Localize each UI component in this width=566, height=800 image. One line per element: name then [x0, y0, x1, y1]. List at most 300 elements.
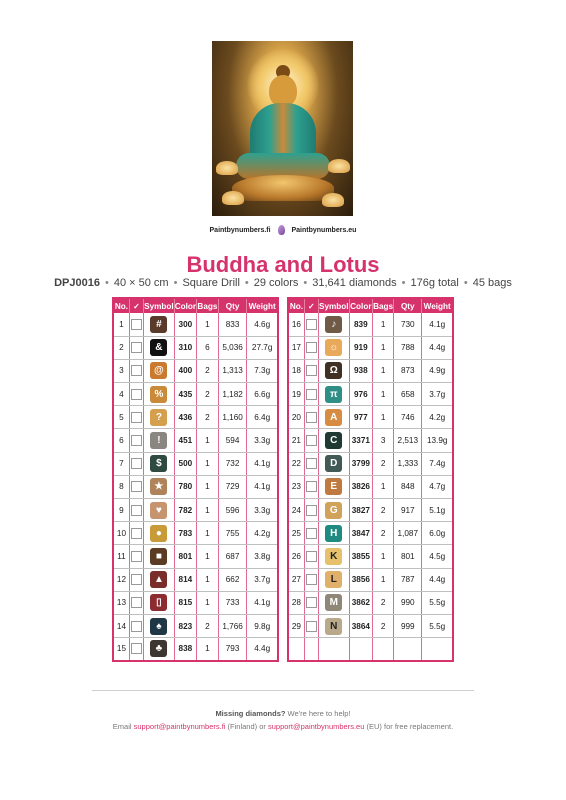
check-cell: [129, 452, 143, 475]
check-cell: [129, 614, 143, 637]
color-code: [349, 638, 373, 661]
color-code: 3862: [349, 591, 373, 614]
row-number: 1: [113, 313, 129, 336]
symbol-cell: [318, 336, 349, 359]
symbol-cell: [318, 499, 349, 522]
symbol-cell: [318, 359, 349, 382]
weight: 4.7g: [422, 475, 453, 498]
bag-count: [373, 638, 394, 661]
color-code: 938: [349, 359, 373, 382]
checkbox[interactable]: [131, 342, 142, 353]
weight: 7.4g: [422, 452, 453, 475]
checkbox[interactable]: [131, 597, 142, 608]
bag-count: 1: [373, 475, 394, 498]
quantity: 793: [218, 638, 247, 661]
check-cell: [304, 452, 318, 475]
bag-count: 2: [373, 499, 394, 522]
checkbox[interactable]: [306, 319, 317, 330]
quantity: 730: [394, 313, 422, 336]
symbol-swatch: H: [325, 525, 342, 542]
total-weight: 176g total: [410, 277, 459, 289]
row-number: 14: [113, 614, 129, 637]
weight: 9.8g: [247, 614, 278, 637]
weight: 3.3g: [247, 499, 278, 522]
weight: 4.1g: [247, 591, 278, 614]
weight: 5.5g: [422, 591, 453, 614]
checkbox[interactable]: [131, 412, 142, 423]
bag-count: 1: [373, 568, 394, 591]
row-number: 5: [113, 406, 129, 429]
quantity: 658: [394, 383, 422, 406]
color-code: 3371: [349, 429, 373, 452]
table-row: [113, 359, 278, 382]
quantity: 1,313: [218, 359, 247, 382]
weight: 4.9g: [422, 359, 453, 382]
weight: 3.7g: [247, 568, 278, 591]
symbol-cell: [318, 383, 349, 406]
page-title: Buddha and Lotus: [186, 252, 380, 277]
check-cell: [304, 359, 318, 382]
quantity: 733: [218, 591, 247, 614]
symbol-swatch: ▯: [150, 594, 167, 611]
color-code: 780: [174, 475, 196, 498]
weight: 4.5g: [422, 545, 453, 568]
quantity: 1,160: [218, 406, 247, 429]
symbol-cell: [144, 545, 175, 568]
check-cell: [129, 475, 143, 498]
quantity: 732: [218, 452, 247, 475]
table-row: [288, 313, 453, 336]
row-number: 13: [113, 591, 129, 614]
weight: 3.8g: [247, 545, 278, 568]
color-code: 839: [349, 313, 373, 336]
brand-row: [0, 225, 566, 235]
quantity: 833: [218, 313, 247, 336]
symbol-swatch: $: [150, 455, 167, 472]
lotus-flower: [322, 193, 344, 207]
weight: 4.4g: [247, 638, 278, 661]
table-row: [288, 591, 453, 614]
symbol-cell: [144, 591, 175, 614]
checkbox[interactable]: [131, 551, 142, 562]
bag-count: 6: [197, 336, 219, 359]
color-code: 3826: [349, 475, 373, 498]
symbol-swatch: N: [325, 618, 342, 635]
footer-help: [0, 709, 566, 718]
quantity: 594: [218, 429, 247, 452]
row-number: 27: [288, 568, 304, 591]
symbol-cell: [318, 406, 349, 429]
checkbox[interactable]: [131, 505, 142, 516]
bag-count: 1: [197, 313, 219, 336]
weight: 4.4g: [422, 568, 453, 591]
weight: 4.6g: [247, 313, 278, 336]
color-code: 823: [174, 614, 196, 637]
symbol-swatch: ★: [150, 478, 167, 495]
checkbox[interactable]: [306, 505, 317, 516]
color-code: 451: [174, 429, 196, 452]
table-row: [113, 568, 278, 591]
color-table-right: [287, 297, 454, 662]
lotus-base: [232, 175, 334, 201]
color-code: 814: [174, 568, 196, 591]
canvas-size: 40 × 50 cm: [113, 277, 169, 289]
symbol-cell: [144, 406, 175, 429]
row-number: 28: [288, 591, 304, 614]
table-row: [288, 638, 453, 661]
brand-eu: Paintbynumbers.eu: [291, 226, 357, 234]
check-cell: [304, 545, 318, 568]
table-row: [288, 406, 453, 429]
symbol-cell: [144, 499, 175, 522]
bag-count: 1: [197, 545, 219, 568]
symbol-swatch: #: [150, 316, 167, 333]
row-number: 29: [288, 614, 304, 637]
column-header: Symbol: [144, 298, 175, 313]
symbol-swatch: A: [325, 409, 342, 426]
bag-count: 45 bags: [472, 277, 512, 289]
column-header: Color: [349, 298, 373, 313]
row-number: 4: [113, 383, 129, 406]
quantity: 1,182: [218, 383, 247, 406]
checkbox[interactable]: [131, 643, 142, 654]
lotus-flower: [216, 161, 238, 175]
symbol-swatch: ?: [150, 409, 167, 426]
table-row: [113, 406, 278, 429]
symbol-cell: [318, 313, 349, 336]
row-number: 3: [113, 359, 129, 382]
bag-count: 1: [197, 499, 219, 522]
checkbox[interactable]: [306, 551, 317, 562]
weight: 3.3g: [247, 429, 278, 452]
quantity: 787: [394, 568, 422, 591]
checkbox[interactable]: [131, 319, 142, 330]
table-row: [113, 591, 278, 614]
check-cell: [129, 638, 143, 661]
symbol-cell: [144, 452, 175, 475]
symbol-cell: [144, 475, 175, 498]
footer-divider: [92, 690, 474, 691]
table-row: [113, 522, 278, 545]
symbol-cell: [318, 522, 349, 545]
row-number: 17: [288, 336, 304, 359]
bag-count: 2: [373, 591, 394, 614]
color-code: 838: [174, 638, 196, 661]
row-number: 16: [288, 313, 304, 336]
symbol-cell: [144, 313, 175, 336]
footer-eu-note: (EU) for free replacement.: [364, 722, 454, 731]
row-number: 11: [113, 545, 129, 568]
check-cell: [129, 313, 143, 336]
color-code: 815: [174, 591, 196, 614]
weight: 27.7g: [247, 336, 278, 359]
row-number: 9: [113, 499, 129, 522]
bag-count: 2: [373, 614, 394, 637]
column-header: Weight: [422, 298, 453, 313]
checkbox[interactable]: [306, 342, 317, 353]
color-code: 3847: [349, 522, 373, 545]
table-row: [113, 452, 278, 475]
table-row: [113, 614, 278, 637]
color-code: 500: [174, 452, 196, 475]
color-code: 783: [174, 522, 196, 545]
table-row: [113, 383, 278, 406]
row-number: 22: [288, 452, 304, 475]
symbol-swatch: @: [150, 362, 167, 379]
bag-count: 1: [373, 406, 394, 429]
column-header: No.: [288, 298, 304, 313]
symbol-swatch: Ω: [325, 362, 342, 379]
diamond-count: 31,641 diamonds: [312, 277, 397, 289]
symbol-cell: [318, 545, 349, 568]
symbol-swatch: K: [325, 548, 342, 565]
footer-help-rest: We're here to help!: [285, 709, 351, 718]
bag-count: 2: [197, 614, 219, 637]
color-code: 976: [349, 383, 373, 406]
color-code: 300: [174, 313, 196, 336]
quantity: 999: [394, 614, 422, 637]
weight: 5.1g: [422, 499, 453, 522]
check-cell: [129, 591, 143, 614]
bag-count: 1: [197, 452, 219, 475]
column-header: ✓: [304, 298, 318, 313]
symbol-swatch: ♪: [325, 316, 342, 333]
subtitle: DPJ0016 • 40 × 50 cm • Square Drill • 29 colors • 31,641 diamonds • 176g total • 45 bags: [54, 277, 512, 289]
color-code: 3856: [349, 568, 373, 591]
row-number: 24: [288, 499, 304, 522]
bag-count: 1: [373, 359, 394, 382]
bag-count: 3: [373, 429, 394, 452]
symbol-cell: [144, 359, 175, 382]
symbol-cell: [144, 522, 175, 545]
row-number: 6: [113, 429, 129, 452]
checkbox[interactable]: [131, 621, 142, 632]
check-cell: [304, 429, 318, 452]
symbol-cell: [144, 614, 175, 637]
symbol-swatch: L: [325, 571, 342, 588]
symbol-swatch: &: [150, 339, 167, 356]
weight: 7.3g: [247, 359, 278, 382]
table-row: [288, 429, 453, 452]
symbol-cell: [318, 452, 349, 475]
color-code: 919: [349, 336, 373, 359]
column-header: Qty: [218, 298, 247, 313]
check-cell: [129, 429, 143, 452]
symbol-swatch: ■: [150, 548, 167, 565]
checkbox[interactable]: [131, 528, 142, 539]
check-cell: [129, 568, 143, 591]
checkbox[interactable]: [131, 365, 142, 376]
bag-count: 1: [373, 383, 394, 406]
check-cell: [129, 499, 143, 522]
symbol-swatch: ▲: [150, 571, 167, 588]
weight: 6.4g: [247, 406, 278, 429]
checkbox[interactable]: [306, 389, 317, 400]
quantity: 1,087: [394, 522, 422, 545]
drill-type: Square Drill: [182, 277, 240, 289]
symbol-cell: [318, 591, 349, 614]
weight: 4.1g: [422, 313, 453, 336]
bag-count: 2: [373, 522, 394, 545]
check-cell: [304, 475, 318, 498]
checkbox[interactable]: [306, 412, 317, 423]
checkbox[interactable]: [306, 481, 317, 492]
quantity: 801: [394, 545, 422, 568]
check-cell: [304, 638, 318, 661]
checkbox[interactable]: [131, 389, 142, 400]
table-row: [288, 614, 453, 637]
table-row: [113, 475, 278, 498]
quantity: [394, 638, 422, 661]
column-header: Weight: [247, 298, 278, 313]
weight: 4.2g: [422, 406, 453, 429]
quantity: 596: [218, 499, 247, 522]
footer-help-bold: Missing diamonds?: [215, 709, 286, 718]
color-code: 435: [174, 383, 196, 406]
weight: 4.1g: [247, 452, 278, 475]
symbol-swatch: !: [150, 432, 167, 449]
column-header: ✓: [129, 298, 143, 313]
checkbox[interactable]: [306, 528, 317, 539]
symbol-swatch: M: [325, 594, 342, 611]
symbol-cell: [318, 429, 349, 452]
checkbox[interactable]: [306, 574, 317, 585]
check-cell: [304, 522, 318, 545]
weight: 6.0g: [422, 522, 453, 545]
bag-count: 2: [197, 383, 219, 406]
symbol-cell: [318, 638, 349, 661]
color-code: 3827: [349, 499, 373, 522]
weight: 4.4g: [422, 336, 453, 359]
symbol-swatch: π: [325, 386, 342, 403]
checkbox[interactable]: [131, 574, 142, 585]
checkbox[interactable]: [306, 597, 317, 608]
symbol-cell: [318, 568, 349, 591]
checkbox[interactable]: [306, 365, 317, 376]
checkbox[interactable]: [131, 435, 142, 446]
check-cell: [304, 406, 318, 429]
quantity: 848: [394, 475, 422, 498]
row-number: 20: [288, 406, 304, 429]
symbol-cell: [144, 429, 175, 452]
symbol-cell: [318, 614, 349, 637]
row-number: [288, 638, 304, 661]
checkbox[interactable]: [306, 435, 317, 446]
symbol-cell: [144, 568, 175, 591]
artwork-preview: [212, 41, 353, 216]
check-cell: [304, 499, 318, 522]
row-number: 21: [288, 429, 304, 452]
column-header: No.: [113, 298, 129, 313]
quantity: 662: [218, 568, 247, 591]
column-header: Symbol: [318, 298, 349, 313]
checkbox[interactable]: [306, 458, 317, 469]
footer-contact: [0, 722, 566, 731]
checkbox[interactable]: [131, 458, 142, 469]
symbol-swatch: G: [325, 502, 342, 519]
color-code: 3864: [349, 614, 373, 637]
check-cell: [304, 591, 318, 614]
check-cell: [129, 383, 143, 406]
weight: 6.6g: [247, 383, 278, 406]
symbol-swatch: E: [325, 478, 342, 495]
color-code: 3855: [349, 545, 373, 568]
check-cell: [129, 545, 143, 568]
table-row: [288, 452, 453, 475]
symbol-swatch: %: [150, 386, 167, 403]
symbol-cell: [144, 336, 175, 359]
row-number: 12: [113, 568, 129, 591]
bag-count: 1: [373, 336, 394, 359]
table-row: [113, 429, 278, 452]
bag-count: 1: [373, 545, 394, 568]
row-number: 25: [288, 522, 304, 545]
color-code: 436: [174, 406, 196, 429]
table-row: [288, 568, 453, 591]
row-number: 7: [113, 452, 129, 475]
table-row: [288, 383, 453, 406]
bag-count: 2: [197, 359, 219, 382]
quantity: 990: [394, 591, 422, 614]
check-cell: [304, 383, 318, 406]
quantity: 746: [394, 406, 422, 429]
check-cell: [129, 359, 143, 382]
product-code: DPJ0016: [54, 277, 100, 289]
bag-count: 1: [373, 313, 394, 336]
bag-count: 1: [197, 522, 219, 545]
table-row: [288, 499, 453, 522]
table-row: [113, 638, 278, 661]
quantity: 5,036: [218, 336, 247, 359]
checkbox[interactable]: [306, 621, 317, 632]
table-row: [288, 545, 453, 568]
lotus-flower: [222, 191, 244, 205]
bag-count: 1: [197, 638, 219, 661]
check-cell: [129, 406, 143, 429]
brand-fi: Paintbynumbers.fi: [209, 226, 271, 234]
email-link-eu[interactable]: support@paintbynumbers.eu: [267, 722, 365, 731]
column-header: Qty: [394, 298, 422, 313]
symbol-cell: [318, 475, 349, 498]
weight: 5.5g: [422, 614, 453, 637]
row-number: 2: [113, 336, 129, 359]
row-number: 26: [288, 545, 304, 568]
brush-icon: [278, 225, 285, 235]
checkbox[interactable]: [131, 481, 142, 492]
symbol-swatch: ♠: [150, 618, 167, 635]
table-row: [288, 475, 453, 498]
color-code: 310: [174, 336, 196, 359]
color-count: 29 colors: [253, 277, 299, 289]
symbol-swatch: D: [325, 455, 342, 472]
check-cell: [304, 313, 318, 336]
check-cell: [129, 522, 143, 545]
bag-count: 1: [197, 475, 219, 498]
lotus-flower: [328, 159, 350, 173]
quantity: 2,513: [394, 429, 422, 452]
check-cell: [304, 614, 318, 637]
row-number: 19: [288, 383, 304, 406]
symbol-swatch: C: [325, 432, 342, 449]
color-code: 801: [174, 545, 196, 568]
footer-fi-note: (Finland) or: [225, 722, 268, 731]
bag-count: 1: [197, 568, 219, 591]
bag-count: 2: [373, 452, 394, 475]
symbol-swatch: ♥: [150, 502, 167, 519]
bag-count: 1: [197, 429, 219, 452]
quantity: 917: [394, 499, 422, 522]
email-link-fi[interactable]: support@paintbynumbers.fi: [133, 722, 226, 731]
